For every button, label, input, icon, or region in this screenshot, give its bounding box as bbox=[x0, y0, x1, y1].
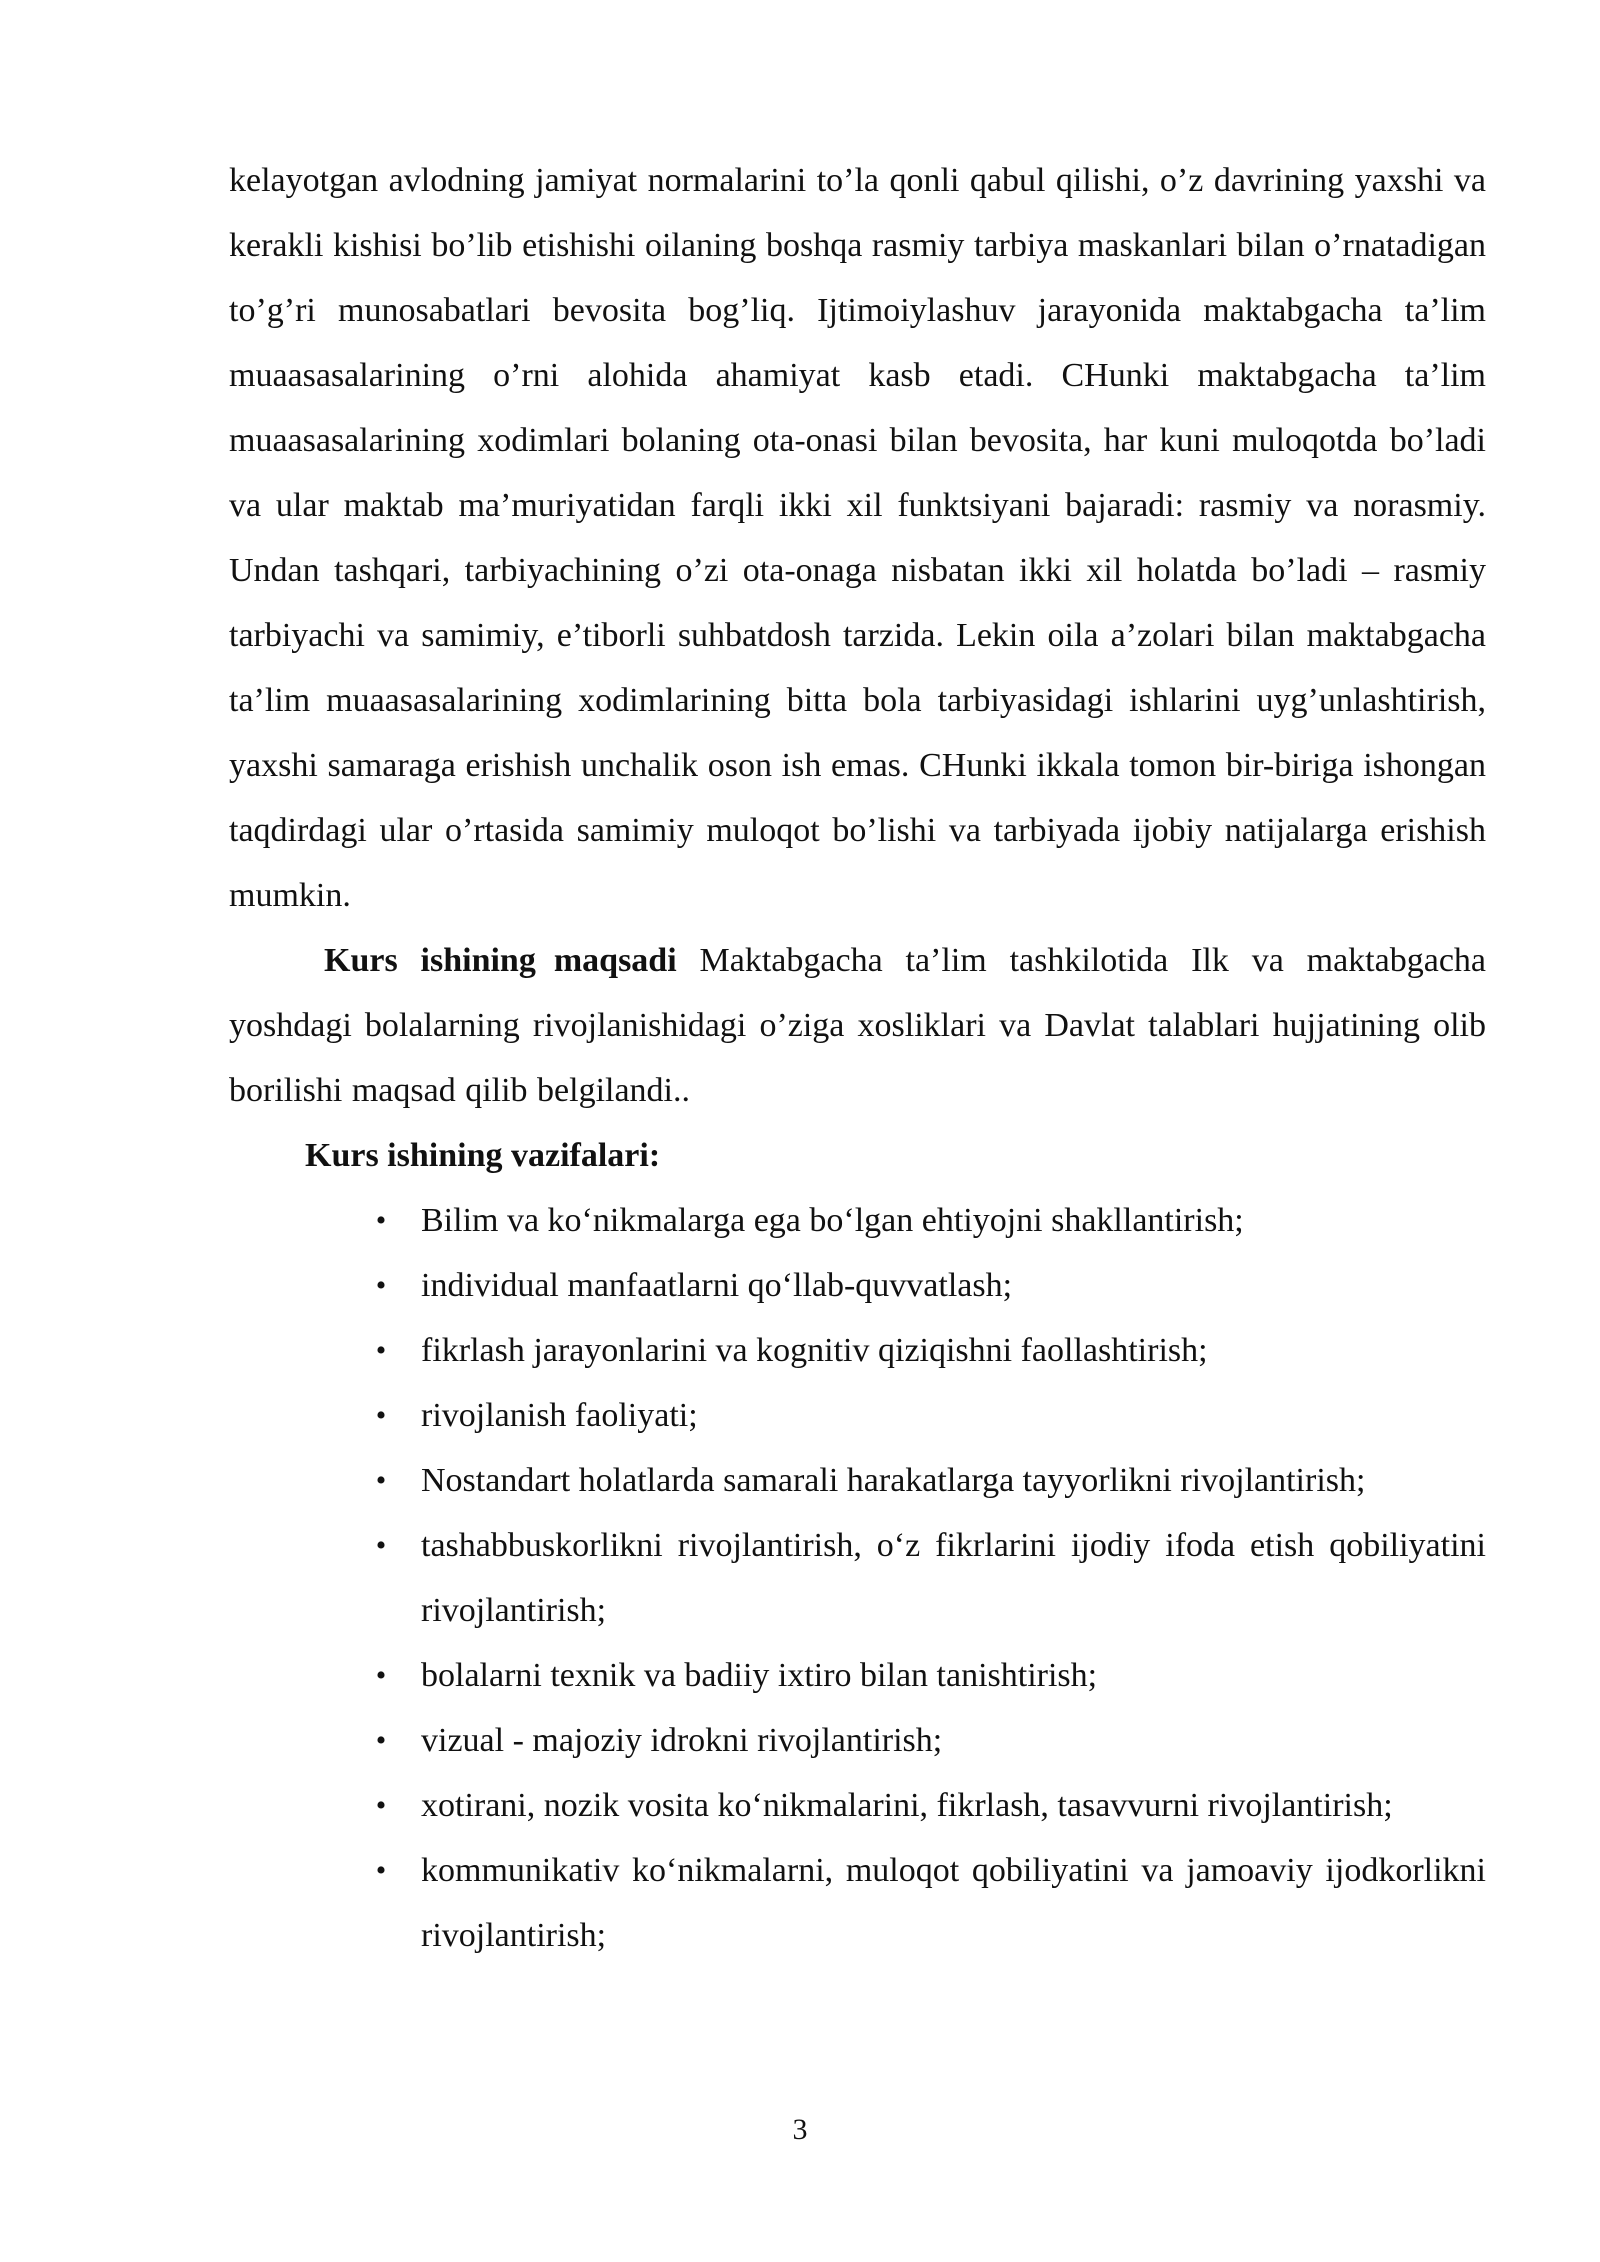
document-page bbox=[229, 148, 1486, 1968]
list-item: • vizual - majoziy idrokni rivojlantirish; bbox=[421, 1708, 1486, 1773]
goal-paragraph bbox=[229, 928, 1486, 1123]
bullet-icon: • bbox=[375, 1399, 387, 1432]
goal-heading-part1: Kurs ishining bbox=[324, 942, 536, 979]
bullet-icon: • bbox=[375, 1269, 387, 1302]
bullet-icon: • bbox=[375, 1789, 387, 1822]
list-item: • individual manfaatlarni qo‘llab-quvvatlash; bbox=[421, 1253, 1486, 1318]
intro-paragraph: kelayotgan avlodning jamiyat normalarini to’la qonli qabul qilishi, o’z davrining yaxshi va kerakli kishisi bo’lib etishishi oilaning boshqa rasmiy tarbiya maskanlari bilan o’rnatadigan to’g’ri munosabatlari bevosita bog’liq. Ijtimoiylashuv jarayonida maktabgacha ta’lim muaasasalarining o’rni alohida ahamiyat kasb etadi. CHunki maktabgacha ta’lim muaasasalarining xodimlari bolaning ota-onasi bilan bevosita, har kuni muloqotda bo’ladi va ular maktab ma’muriyatidan farqli ikki xil funktsiyani bajaradi: rasmiy va norasmiy. Undan tashqari, tarbiyachining o’zi ota-onaga nisbatan ikki xil holatda bo’ladi – rasmiy tarbiyachi va samimiy, e’tiborli suhbatdosh tarzida. Lekin oila a’zolari bilan maktabgacha ta’lim muaasasalarining xodimlarining bitta bola tarbiyasidagi ishlarini uyg’unlashtirish, yaxshi samaraga erishish unchalik oson ish emas. CHunki ikkala tomon bir-biriga ishongan taqdirdagi ular o’rtasida samimiy muloqot bo’lishi va tarbiyada ijobiy natijalarga erishish mumkin. bbox=[229, 162, 1486, 914]
list-item: • bolalarni texnik va badiiy ixtiro bilan tanishtirish; bbox=[421, 1643, 1486, 1708]
bullet-icon: • bbox=[375, 1659, 387, 1692]
list-item: • fikrlash jarayonlarini va kognitiv qiziqishni faollashtirish; bbox=[421, 1318, 1486, 1383]
bullet-icon: • bbox=[375, 1854, 387, 1887]
bullet-icon: • bbox=[375, 1204, 387, 1237]
bullet-icon: • bbox=[375, 1724, 387, 1757]
list-item: • xotirani, nozik vosita ko‘nikmalarini, fikrlash, tasavvurni rivojlantirish; bbox=[421, 1773, 1486, 1838]
bullet-icon: • bbox=[375, 1529, 387, 1562]
tasks-list bbox=[229, 1188, 1486, 1968]
list-item: • Bilim va ko‘nikmalarga ega bo‘lgan ehtiyojni shakllantirish; bbox=[421, 1188, 1486, 1253]
goal-heading-part2: maqsadi bbox=[553, 942, 677, 979]
tasks-heading: Kurs ishining vazifalari: bbox=[305, 1137, 661, 1174]
list-item: • rivojlanish faoliyati; bbox=[421, 1383, 1486, 1448]
list-item: • kommunikativ ko‘nikmalarni, muloqot qobiliyatini va jamoaviy ijodkorlikni rivojlantirish; bbox=[421, 1838, 1486, 1968]
list-item: • tashabbuskorlikni rivojlantirish, o‘z fikrlarini ijodiy ifoda etish qobiliyatini rivojlantirish; bbox=[421, 1513, 1486, 1643]
bullet-icon: • bbox=[375, 1464, 387, 1497]
list-item: • Nostandart holatlarda samarali harakatlarga tayyorlikni rivojlantirish; bbox=[421, 1448, 1486, 1513]
page-number: 3 bbox=[792, 2113, 808, 2146]
bullet-icon: • bbox=[375, 1334, 387, 1367]
goal-text: Maktabgacha ta’lim tashkilotida Ilk va maktabgacha yoshdagi bolalarning rivojlanishidagi o’ziga xosliklari va Davlat talablari hujjatining olib borilishi maqsad qilib belgilandi.. bbox=[229, 942, 1486, 1109]
